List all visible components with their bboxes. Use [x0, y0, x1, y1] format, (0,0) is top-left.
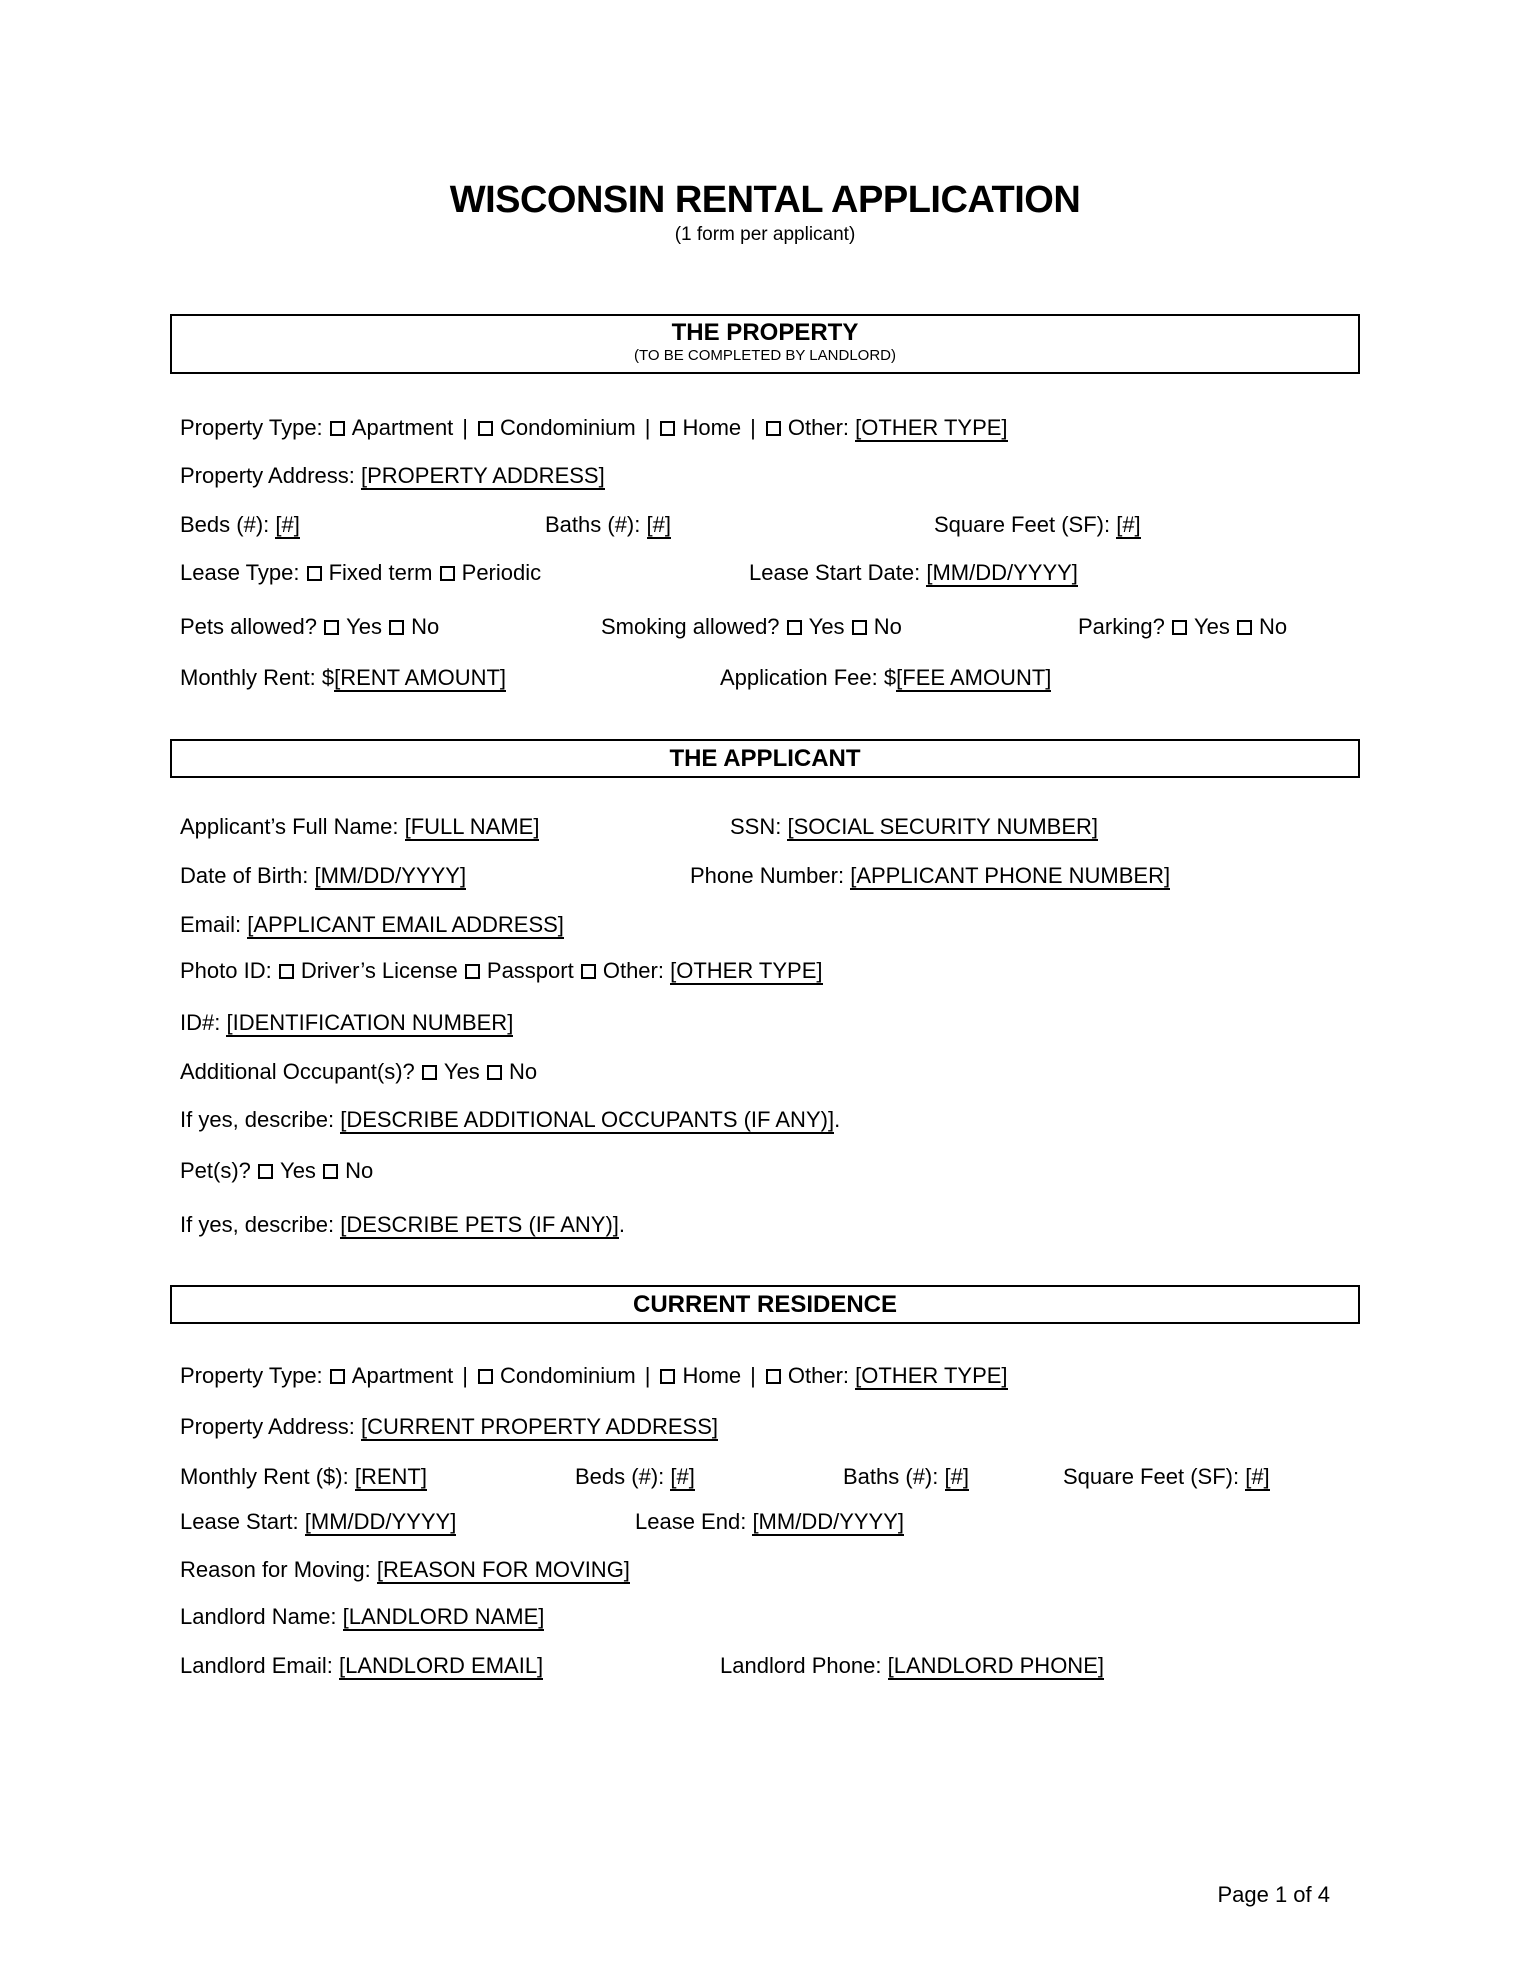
applicant-photo-id-row	[180, 956, 1365, 986]
id-number-label: ID#:	[180, 1010, 221, 1035]
section-title-residence: CURRENT RESIDENCE	[632, 1291, 898, 1318]
field-property-beds[interactable]: [#]	[275, 512, 300, 537]
residence-baths-group	[843, 1462, 969, 1492]
occupants-no-label: No	[508, 1059, 538, 1084]
pets-allowed-group	[180, 612, 439, 642]
field-rent-amount[interactable]: [RENT AMOUNT]	[334, 665, 507, 690]
checkbox-property-other[interactable]	[766, 421, 781, 436]
residence-sqft-label: Square Feet (SF):	[1063, 1464, 1240, 1489]
parking-label: Parking?	[1078, 614, 1165, 639]
residence-beds-label: Beds (#):	[575, 1464, 665, 1489]
field-pets-description[interactable]: [DESCRIBE PETS (IF ANY)]	[340, 1212, 619, 1237]
photo-id-option-license: Driver’s License	[300, 958, 458, 983]
applicant-pets-no-label: No	[345, 1158, 374, 1183]
lease-option-periodic: Periodic	[461, 560, 542, 585]
field-property-sqft[interactable]: [#]	[1116, 512, 1141, 537]
field-landlord-email[interactable]: [LANDLORD EMAIL]	[339, 1653, 544, 1678]
occupants-describe-suffix: .	[834, 1107, 841, 1132]
field-residence-beds[interactable]: [#]	[670, 1464, 695, 1489]
separator: |	[462, 1363, 469, 1388]
property-address-label: Property Address:	[180, 463, 355, 488]
field-dob[interactable]: [MM/DD/YYYY]	[314, 863, 467, 888]
reason-for-moving-label: Reason for Moving:	[180, 1557, 371, 1582]
applicant-pets-label: Pet(s)?	[180, 1158, 251, 1183]
field-property-address[interactable]: [PROPERTY ADDRESS]	[361, 463, 605, 488]
pets-yes-label: Yes	[346, 614, 382, 639]
checkbox-residence-other[interactable]	[766, 1369, 781, 1384]
field-current-property-address[interactable]: [CURRENT PROPERTY ADDRESS]	[361, 1414, 718, 1439]
checkbox-parking-no[interactable]	[1237, 620, 1252, 635]
residence-lease-end-group	[635, 1507, 904, 1537]
property-option-condominium: Condominium	[500, 415, 636, 440]
checkbox-property-apartment[interactable]	[330, 421, 345, 436]
checkbox-property-condominium[interactable]	[478, 421, 493, 436]
page-number: Page 1 of 4	[1217, 1882, 1330, 1907]
smoking-no-label: No	[873, 614, 902, 639]
section-title-applicant: THE APPLICANT	[669, 745, 861, 772]
checkbox-smoking-yes[interactable]	[787, 620, 802, 635]
document-subtitle: (1 form per applicant)	[674, 224, 856, 245]
full-name-group	[180, 812, 539, 842]
checkbox-applicant-pets-no[interactable]	[323, 1164, 338, 1179]
pets-no-label: No	[411, 614, 440, 639]
phone-group	[690, 861, 1170, 891]
applicant-email-row	[180, 910, 1365, 940]
field-property-baths[interactable]: [#]	[646, 512, 671, 537]
residence-option-apartment: Apartment	[351, 1363, 454, 1388]
field-reason-for-moving[interactable]: [REASON FOR MOVING]	[376, 1557, 630, 1582]
residence-sqft-group	[1063, 1462, 1270, 1492]
checkbox-parking-yes[interactable]	[1172, 620, 1187, 635]
pets-describe-suffix: .	[618, 1212, 626, 1237]
field-email[interactable]: [APPLICANT EMAIL ADDRESS]	[247, 912, 564, 937]
smoking-yes-label: Yes	[808, 614, 845, 639]
field-fee-amount[interactable]: [FEE AMOUNT]	[896, 665, 1052, 690]
field-id-number[interactable]: [IDENTIFICATION NUMBER]	[226, 1010, 514, 1035]
occupants-describe-label: If yes, describe:	[180, 1107, 335, 1132]
monthly-rent-group	[180, 663, 506, 693]
separator: |	[462, 415, 469, 440]
checkbox-pets-no[interactable]	[389, 620, 404, 635]
property-beds-label: Beds (#):	[180, 512, 270, 537]
checkbox-id-other[interactable]	[581, 964, 596, 979]
field-residence-baths[interactable]: [#]	[944, 1464, 969, 1489]
residence-address-label: Property Address:	[180, 1414, 355, 1439]
property-address-row	[180, 461, 1365, 491]
photo-id-label: Photo ID:	[180, 958, 272, 983]
checkbox-id-drivers-license[interactable]	[279, 964, 294, 979]
field-residence-lease-start[interactable]: [MM/DD/YYYY]	[304, 1509, 457, 1534]
field-residence-sqft[interactable]: [#]	[1245, 1464, 1270, 1489]
separator: |	[644, 1363, 651, 1388]
residence-option-home: Home	[682, 1363, 742, 1388]
residence-lease-start-label: Lease Start:	[180, 1509, 299, 1534]
full-name-label: Applicant’s Full Name:	[180, 814, 399, 839]
field-property-other-type[interactable]: [OTHER TYPE]	[855, 415, 1008, 440]
document-title: WISCONSIN RENTAL APPLICATION	[449, 179, 1081, 221]
landlord-email-group	[180, 1651, 543, 1681]
phone-label: Phone Number:	[690, 863, 845, 888]
pets-allowed-label: Pets allowed?	[180, 614, 317, 639]
photo-id-option-other: Other:	[602, 958, 664, 983]
occupants-description-row	[180, 1105, 1365, 1135]
property-option-home: Home	[682, 415, 742, 440]
monthly-rent-label: Monthly Rent:	[180, 665, 316, 690]
property-sqft-label: Square Feet (SF):	[934, 512, 1111, 537]
ssn-group	[730, 812, 1098, 842]
field-lease-start-date[interactable]: [MM/DD/YYYY]	[926, 560, 1078, 585]
smoking-allowed-group	[601, 612, 902, 642]
residence-lease-start-group	[180, 1507, 456, 1537]
field-full-name[interactable]: [FULL NAME]	[404, 814, 540, 839]
property-type-row	[180, 413, 1365, 443]
lease-start-label: Lease Start Date:	[749, 560, 921, 585]
lease-type-group	[180, 558, 541, 588]
separator: |	[750, 415, 756, 440]
section-header-property	[170, 314, 1360, 374]
photo-id-option-passport: Passport	[486, 958, 574, 983]
dob-label: Date of Birth:	[180, 863, 309, 888]
residence-type-label: Property Type:	[180, 1363, 323, 1388]
applicant-pets-row	[180, 1156, 1365, 1186]
ssn-label: SSN:	[730, 814, 782, 839]
checkbox-lease-fixed-term[interactable]	[307, 566, 322, 581]
section-note-property: (TO BE COMPLETED BY LANDLORD)	[633, 347, 896, 364]
residence-option-other: Other:	[787, 1363, 850, 1388]
checkbox-residence-condominium[interactable]	[478, 1369, 493, 1384]
property-option-apartment: Apartment	[351, 415, 454, 440]
separator: |	[644, 415, 651, 440]
applicant-id-number-row	[180, 1008, 1365, 1038]
application-fee-currency: $	[883, 665, 897, 690]
residence-rent-group	[180, 1462, 427, 1492]
landlord-name-label: Landlord Name:	[180, 1604, 337, 1629]
lease-start-group	[749, 558, 1078, 588]
checkbox-smoking-no[interactable]	[852, 620, 867, 635]
field-phone[interactable]: [APPLICANT PHONE NUMBER]	[850, 863, 1171, 888]
property-option-other: Other:	[787, 415, 850, 440]
checkbox-applicant-pets-yes[interactable]	[258, 1164, 273, 1179]
lease-type-label: Lease Type:	[180, 560, 300, 585]
checkbox-residence-apartment[interactable]	[330, 1369, 345, 1384]
separator: |	[750, 1363, 756, 1388]
section-header-residence	[170, 1285, 1360, 1324]
residence-beds-group	[575, 1462, 695, 1492]
application-fee-label: Application Fee:	[720, 665, 878, 690]
section-title-property: THE PROPERTY	[671, 319, 859, 346]
residence-type-row	[180, 1361, 1365, 1391]
checkbox-id-passport[interactable]	[465, 964, 480, 979]
additional-occupants-row	[180, 1057, 1365, 1087]
lease-option-fixed-term: Fixed term	[328, 560, 433, 585]
checkbox-residence-home[interactable]	[660, 1369, 675, 1384]
checkbox-lease-periodic[interactable]	[440, 566, 455, 581]
applicant-pets-yes-label: Yes	[280, 1158, 316, 1183]
checkbox-occupants-no[interactable]	[487, 1065, 502, 1080]
landlord-phone-label: Landlord Phone:	[720, 1653, 882, 1678]
dob-group	[180, 861, 466, 891]
pets-description-row	[180, 1210, 1365, 1240]
email-label: Email:	[180, 912, 242, 937]
parking-no-label: No	[1258, 614, 1288, 639]
field-id-other-type[interactable]: [OTHER TYPE]	[670, 958, 823, 983]
property-beds-group	[180, 510, 300, 540]
landlord-email-label: Landlord Email:	[180, 1653, 333, 1678]
application-fee-group	[720, 663, 1051, 693]
residence-baths-label: Baths (#):	[843, 1464, 939, 1489]
checkbox-occupants-yes[interactable]	[422, 1065, 437, 1080]
property-baths-group	[545, 510, 671, 540]
property-baths-label: Baths (#):	[545, 512, 641, 537]
field-residence-rent[interactable]: [RENT]	[354, 1464, 427, 1489]
residence-lease-end-label: Lease End:	[635, 1509, 747, 1534]
residence-option-condominium: Condominium	[500, 1363, 636, 1388]
checkbox-pets-yes[interactable]	[324, 620, 339, 635]
field-occupants-description[interactable]: [DESCRIBE ADDITIONAL OCCUPANTS (IF ANY)]	[340, 1107, 835, 1132]
field-residence-other-type[interactable]: [OTHER TYPE]	[855, 1363, 1008, 1388]
landlord-name-row	[180, 1602, 1365, 1632]
reason-for-moving-row	[180, 1555, 1365, 1585]
property-type-label: Property Type:	[180, 415, 323, 440]
residence-address-row	[180, 1412, 1365, 1442]
additional-occupants-label: Additional Occupant(s)?	[180, 1059, 415, 1084]
pets-describe-label: If yes, describe:	[180, 1212, 335, 1237]
field-landlord-name[interactable]: [LANDLORD NAME]	[342, 1604, 545, 1629]
parking-group	[1078, 612, 1287, 642]
checkbox-property-home[interactable]	[660, 421, 675, 436]
residence-rent-label: Monthly Rent ($):	[180, 1464, 349, 1489]
field-residence-lease-end[interactable]: [MM/DD/YYYY]	[752, 1509, 905, 1534]
smoking-allowed-label: Smoking allowed?	[601, 614, 780, 639]
field-ssn[interactable]: [SOCIAL SECURITY NUMBER]	[787, 814, 1098, 839]
property-sqft-group	[934, 510, 1141, 540]
occupants-yes-label: Yes	[443, 1059, 480, 1084]
landlord-phone-group	[720, 1651, 1104, 1681]
monthly-rent-currency: $	[321, 665, 335, 690]
section-header-applicant	[170, 739, 1360, 778]
field-landlord-phone[interactable]: [LANDLORD PHONE]	[887, 1653, 1104, 1678]
parking-yes-label: Yes	[1193, 614, 1230, 639]
